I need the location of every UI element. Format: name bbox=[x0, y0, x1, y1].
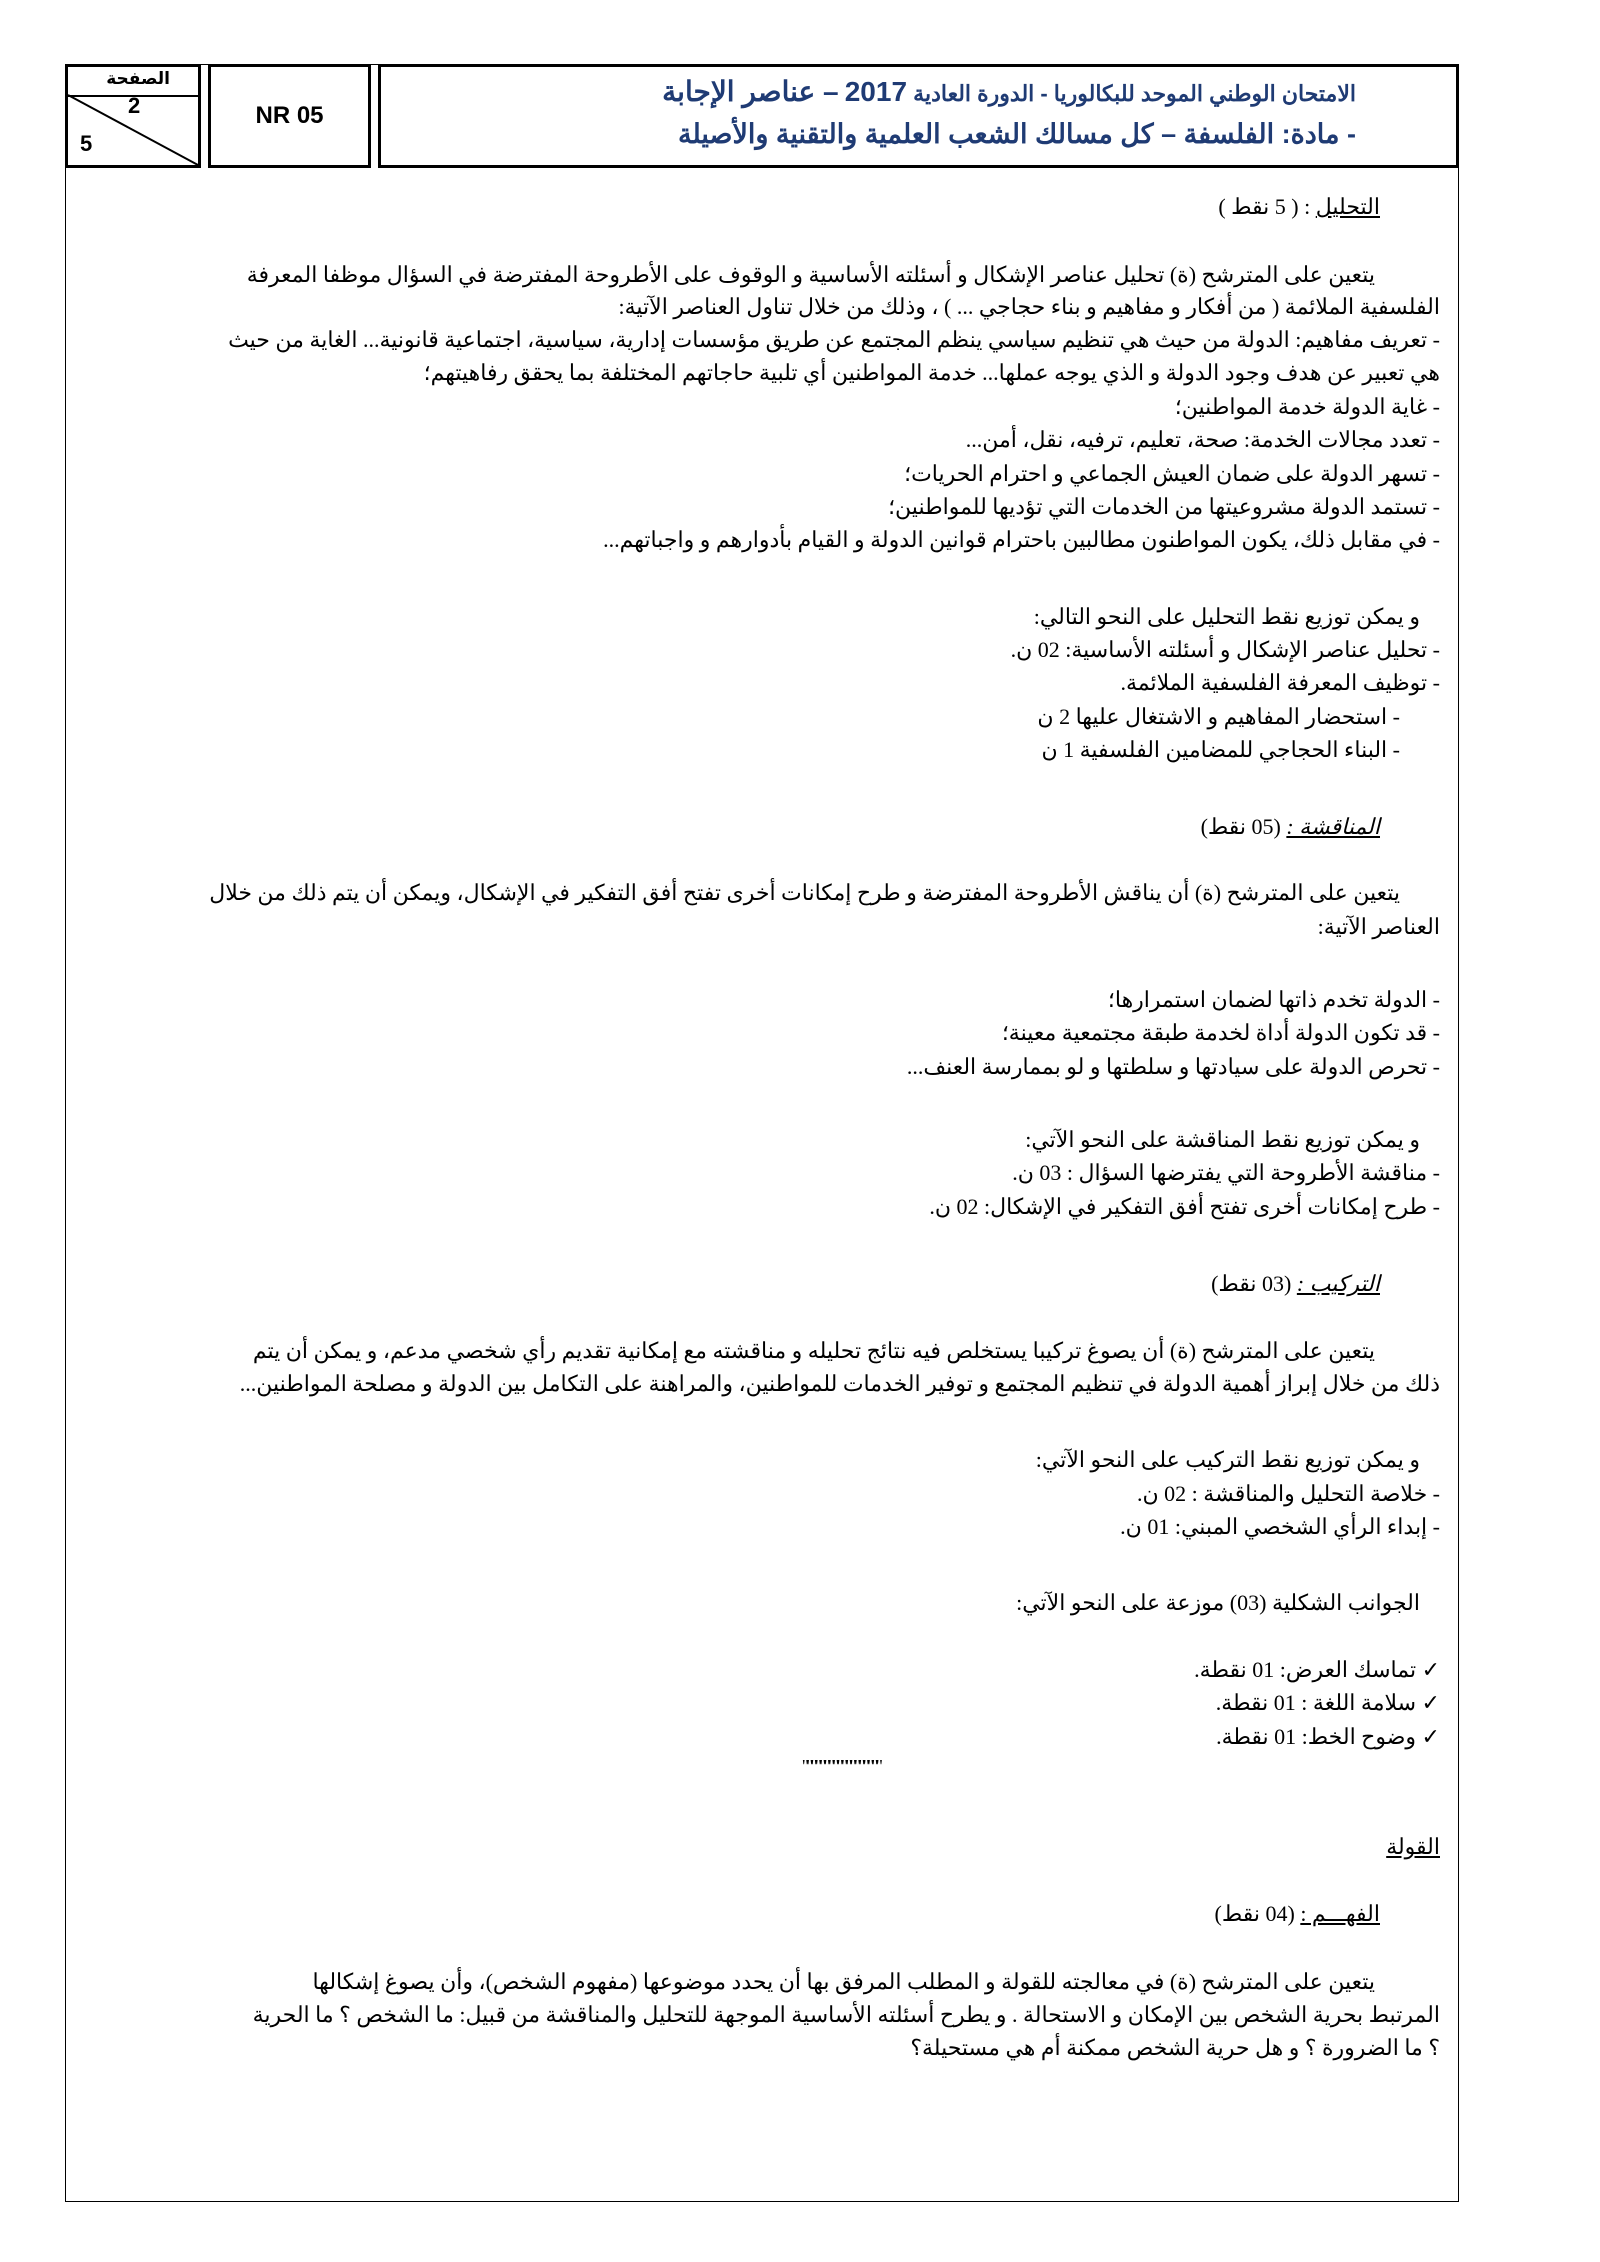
analysis-heading-line bbox=[1218, 190, 1380, 223]
discussion-points: (05 نقط) bbox=[1200, 814, 1287, 839]
title-year: 2017 bbox=[844, 76, 908, 107]
analysis-paragraph-1: يتعين على المترشح (ة) تحليل عناصر الإشكال و أسئلته الأساسية و الوقوف على الأطروحة المفترضة في السؤال موظفا المعرفة bbox=[246, 262, 1375, 287]
understanding-paragraph-3: ؟ ما الضرورة ؟ و هل حرية الشخص ممكنة أم هي مستحيلة؟ bbox=[910, 2035, 1440, 2060]
title-line-2: - مادة: الفلسفة – كل مسالك الشعب العلمية والتقنية والأصيلة bbox=[677, 119, 1356, 149]
discussion-bullet-3: - تحرص الدولة على سيادتها و سلطتها و لو بممارسة العنف... bbox=[906, 1054, 1440, 1079]
discussion-paragraph-2: العناصر الآتية: bbox=[1317, 914, 1440, 939]
synthesis-distribution-intro: و يمكن توزيع نقط التركيب على النحو الآتي: bbox=[1035, 1447, 1420, 1472]
analysis-distribution-3: - استحضار المفاهيم و الاشتغال عليها 2 ن bbox=[1037, 704, 1400, 729]
analysis-bullet-4: - تسهر الدولة على ضمان العيش الجماعي و احترام الحريات؛ bbox=[904, 461, 1440, 486]
synthesis-heading-line bbox=[1211, 1267, 1380, 1300]
formal-criterion-1: ✓ تماسك العرض: 01 نقطة. bbox=[1194, 1657, 1440, 1682]
title-answer-elements: – عناصر الإجابة bbox=[662, 76, 839, 107]
analysis-distribution-1: - تحليل عناصر الإشكال و أسئلته الأساسية: 02 ن. bbox=[1010, 637, 1440, 662]
page-label: الصفحة bbox=[106, 69, 170, 89]
analysis-heading: التحليل bbox=[1315, 194, 1380, 219]
formal-aspects-intro: الجوانب الشكلية (03) موزعة على النحو الآتي: bbox=[1016, 1590, 1420, 1615]
understanding-paragraph-2: المرتبط بحرية الشخص بين الإمكان و الاستحالة . و يطرح أسئلته الأساسية الموجهة للتحليل والمناقشة من قبيل: ما الشخص ؟ ما الحرية bbox=[252, 2002, 1440, 2027]
discussion-heading: المناقشة : bbox=[1286, 814, 1380, 839]
analysis-bullet-5: - تستمد الدولة مشروعيتها من الخدمات التي تؤديها للمواطنين؛ bbox=[888, 494, 1440, 519]
synthesis-points: (03 نقط) bbox=[1211, 1271, 1297, 1296]
exam-header bbox=[65, 64, 1459, 168]
page-number: 2 bbox=[128, 93, 141, 118]
discussion-paragraph-1: يتعين على المترشح (ة) أن يناقش الأطروحة المفترضة و طرح إمكانات أخرى تفتح أفق التفكير في الإشكال، ويمكن أن يتم ذلك من خلال bbox=[209, 880, 1400, 905]
discussion-bullet-1: - الدولة تخدم ذاتها لضمان استمرارها؛ bbox=[1107, 987, 1440, 1012]
formal-criterion-3: ✓ وضوح الخط: 01 نقطة. bbox=[1216, 1724, 1440, 1749]
understanding-paragraph-1: يتعين على المترشح (ة) في معالجته للقولة و المطلب المرفق بها أن يحدد موضوعها (مفهوم الشخص)، وأن يصوغ إشكالها bbox=[312, 1969, 1375, 1994]
section-separator: """""""""""""""""" bbox=[801, 1756, 880, 1776]
analysis-distribution-4: - البناء الحجاجي للمضامين الفلسفية 1 ن bbox=[1041, 737, 1400, 762]
quote-heading: القولة bbox=[1386, 1834, 1440, 1859]
analysis-paragraph-2: الفلسفية الملائمة ( من أفكار و مفاهيم و بناء حجاجي ... ) ، وذلك من خلال تناول العناصر الآتية: bbox=[618, 294, 1440, 319]
understanding-heading-line bbox=[1215, 1897, 1380, 1930]
understanding-points: (04 نقط) bbox=[1214, 1901, 1301, 1926]
synthesis-distribution-2: - إبداء الرأي الشخصي المبني: 01 ن. bbox=[1120, 1514, 1440, 1539]
discussion-distribution-1: - مناقشة الأطروحة التي يفترضها السؤال : 03 ن. bbox=[1012, 1160, 1440, 1185]
formal-criterion-2: ✓ سلامة اللغة : 01 نقطة. bbox=[1215, 1690, 1440, 1715]
analysis-bullet-1a: - تعريف مفاهيم: الدولة من حيث هي تنظيم سياسي ينظم المجتمع عن طريق مؤسسات إدارية، سياسية، اجتماعية قانونية... الغاية من حيث bbox=[228, 327, 1440, 352]
exam-code: NR 05 bbox=[255, 102, 324, 129]
analysis-bullet-1b: هي تعبير عن هدف وجود الدولة و الذي يوجه عملها... خدمة المواطنين أي تلبية حاجاتهم المختلفة بما يحقق رفاهيتهم؛ bbox=[423, 360, 1440, 385]
understanding-heading: الفهـــم : bbox=[1300, 1901, 1380, 1926]
analysis-bullet-2: - غاية الدولة خدمة المواطنين؛ bbox=[1174, 394, 1440, 419]
discussion-distribution-intro: و يمكن توزيع نقط المناقشة على النحو الآتي: bbox=[1025, 1127, 1420, 1152]
analysis-distribution-2: - توظيف المعرفة الفلسفية الملائمة. bbox=[1120, 670, 1440, 695]
synthesis-paragraph-1: يتعين على المترشح (ة) أن يصوغ تركيبا يستخلص فيه نتائج تحليله و مناقشته مع إمكانية تقديم رأي شخصي مدعم، و يمكن أن يتم bbox=[252, 1338, 1375, 1363]
synthesis-distribution-1: - خلاصة التحليل والمناقشة : 02 ن. bbox=[1137, 1481, 1440, 1506]
page-total: 5 bbox=[80, 131, 93, 156]
analysis-bullet-3: - تعدد مجالات الخدمة: صحة، تعليم، ترفيه، نقل، أمن... bbox=[965, 427, 1440, 452]
discussion-heading-line bbox=[1201, 810, 1380, 843]
discussion-bullet-2: - قد تكون الدولة أداة لخدمة طبقة مجتمعية معينة؛ bbox=[1001, 1020, 1440, 1045]
title-line-1 bbox=[662, 75, 1356, 108]
synthesis-paragraph-2: ذلك من خلال إبراز أهمية الدولة في تنظيم المجتمع و توفير الخدمات للمواطنين، والمراهنة على التكامل بين الدولة و مصلحة المواطنين... bbox=[239, 1371, 1440, 1396]
discussion-distribution-2: - طرح إمكانات أخرى تفتح أفق التفكير في الإشكال: 02 ن. bbox=[929, 1194, 1440, 1219]
synthesis-heading: التركيب : bbox=[1296, 1271, 1380, 1296]
title-exam-name: الامتحان الوطني الموحد للبكالوريا - الدورة العادية bbox=[913, 81, 1356, 106]
analysis-distribution-intro: و يمكن توزيع نقط التحليل على النحو التالي: bbox=[1033, 604, 1420, 629]
title-box bbox=[378, 64, 1459, 168]
exam-code-box bbox=[208, 64, 371, 168]
page-number-box bbox=[65, 64, 201, 168]
analysis-points: : ( 5 نقط ) bbox=[1218, 194, 1316, 219]
analysis-bullet-6: - في مقابل ذلك، يكون المواطنون مطالبين باحترام قوانين الدولة و القيام بأدوارهم و واجباتهم... bbox=[603, 527, 1440, 552]
